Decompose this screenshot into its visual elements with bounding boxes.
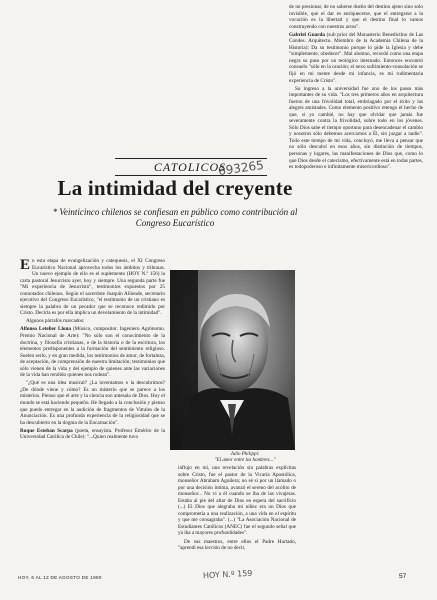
page-number: 57 — [399, 573, 407, 580]
caption-quote: "El amor entre los hombres..." — [214, 458, 276, 463]
portrait-photo — [170, 270, 295, 450]
footer-issue-info: HOY, 6 AL 12 DE AGOSTO DE 1980 — [18, 575, 102, 580]
handwritten-catalog-number: 693265 — [217, 157, 265, 179]
page-title: La intimidad del creyente — [57, 176, 293, 200]
header-top-rule — [115, 158, 267, 159]
drop-cap: E — [20, 257, 31, 273]
person-name: Gabriel Guarda — [289, 31, 325, 38]
paragraph: De sus maestros, entre ellos el Padre Hurtado, "aprendí esa lección de no decir, — [178, 538, 296, 552]
paragraph: "¿Qué es una idea musical? ¿La inventamos o la descubrimos? ¿De dónde viene y cómo? Es un misterio que se parece a los misterios. Pienso que el arte y la ciencia son antesala de Dios. Hoy el mundo se está haciendo pequeño. He llegado a la conclusión y pienso que puedo entregar en la audición de fragmentos de Vitrales de la Anunciación. Es una profunda experiencia de la religiosidad que se ha descubierto en la dogma de la Encarnación". — [20, 380, 165, 426]
paragraph: de no presionar, de no saberse dueño del destino ajeno sino solo invisible, que el dar es enriquecerse, que el entregarse a la vocación es la libertad y que el destino final lo vamos construyendo con nuestros actos". — [289, 4, 423, 30]
subtitle: * Veinticinco chilenos se confiesan en público como contribución al Congreso Eucarístico — [52, 207, 298, 228]
paragraph: influjo en mí, una revelación sin palabras explícitas sobre Cristo, fue el pastor de la Vicaría Apostólica, monseñor Abraham Aguilera; no sé si por un llamado o por una decisión íntima, avanzó el sereno del acólito de monseñor... No vi a él cuando se iba de las vivajeras. Estaba al pie del altar de Dios en espera del sacrificio (...) El Dios que alegraba mi niñez era un Dios que comprometía a una realización, a una vida en el espíritu y que me consagraba". (...) "La Asociación Nacional de Estudiantes Católicos (ANEC) fue el segundo señal que ya iba a mayores profundidades". — [178, 465, 296, 537]
lead-paragraph: En esta etapa de evangelización y catequesis, el XI Congreso Eucarístico Nacional aprovecha todos los ámbitos y tribunas. Un nuevo ejemplo de ello es el suplemento (HOY N.º 156) la carta pastoral Jesucristo ayer, hoy y siempre. Una segunda parte fue "Mi experiencia de Jesucristo", testimonios expuestos por 25 connotados chilenos. Según el sacerdote Joaquín Alliende, secretario ejecutivo del Congreso Eucarístico, "el testimonio de un cristiano es siempre la palabra de un pecador que se reconoce redimido por Cristo. Decirla es por ella implica un develamiento de la intimidad". — [20, 257, 165, 317]
column-top-right — [289, 4, 423, 172]
caption-name: Julio Philippi: — [230, 452, 260, 457]
column-mid-bottom — [178, 465, 296, 553]
photo-caption — [190, 452, 300, 464]
column-left — [20, 258, 165, 442]
person-name: Roque Esteban Scarpa — [20, 427, 73, 434]
section-label: CATOLICOS — [153, 160, 227, 174]
person-name: Alfonso Letelier Llona — [20, 326, 72, 333]
handwritten-source: HOY N.º 159 — [202, 568, 253, 581]
paragraph: Su ingreso a la universidad fue uno de los pasos más importantes de su vida. "Los tres primeros años en arquitectura fueron de una frivolidad total, embriagado por el éxito y las alegres amistades. Como elemento positivo retengo el hecho de que, si yo cambié, no hay que olvidar que jamás fue severamente contra la frivolidad, sobre todo en los jóvenes. Sólo Dios sabe el tiempo oportuno para desencadenar el cambio y nosotros sólo debemos acercarnos a Él, sin juzgar a nadie". Todo este tiempo de mi vida, concluyó, me lleva a pensar que no sólo descubrí en esos años, sin distinción de tiempos, personas y lugares, las manifestaciones de Dios que, como lo que Dios desde el catecismo, efectivamente está en todas partes, es todopoderoso e infinitamente misericordioso". — [289, 85, 423, 171]
paragraph: Alfonso Letelier Llona (Músico, compositor. Ingeniero Agrónomo. Premio Nacional de Arte): "No sólo son el conocimiento de la doctrina, y filosofía cristianas, o de la historia o de la escritura, los elementos predisponentes a la formación del sentimiento religioso. Suelen serlo, y en gran medida, los testimonios de amor, de fortaleza, de aceptación, de comprensión de nuestra limitación; testimonios que sólo vienen de la vida y del ejemplo de quienes ante las variaciones de la vida han rendido quienes nos rodean". — [20, 326, 165, 379]
paragraph: Roque Esteban Scarpa (poeta, ensayista. Profesor Emérito de la Universidad Católica de Chile): "...Quien realmente tuvo — [20, 427, 166, 441]
paragraph: Algunos párrafos marcados: — [26, 318, 85, 325]
paragraph: Gabriel Guarda (sub prior del Monasterio Benedictino de Las Condes. Arquitecto. Miembro de la Academia Chilena de la Historia): Da su testimonio porque lo pide la Iglesia y debe "simplemente, obedecer". Mal alumno, recordó como una etapa negra su paso por un teológico internado. Entonces encontró consuelo "sólo en la oración; el nexo sufrimiento-consolación se fijó en mi mente desde mi infancia, es mi rudimentaria experiencia de Cristo". — [289, 31, 424, 84]
portrait-image — [170, 270, 295, 450]
